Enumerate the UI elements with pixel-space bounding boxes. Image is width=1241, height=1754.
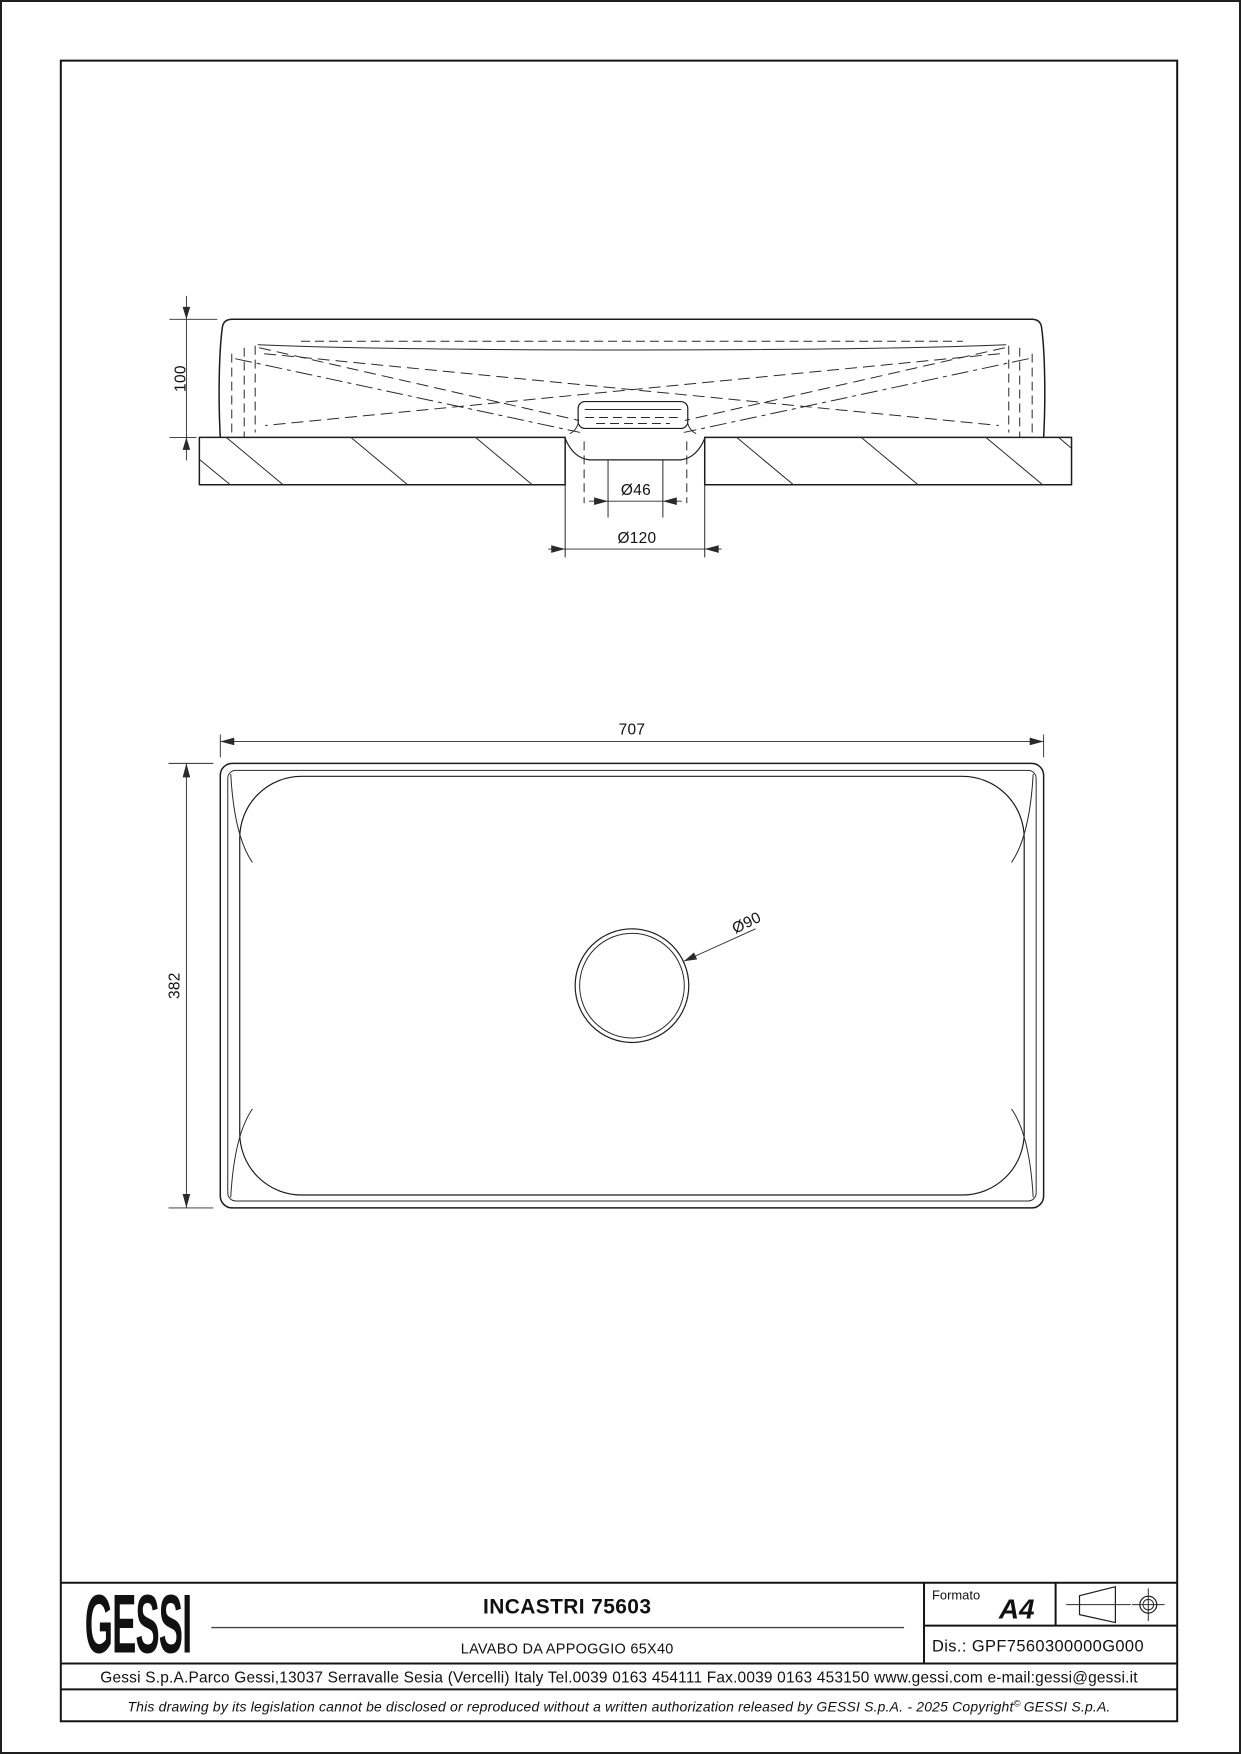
corner-sweep	[1012, 774, 1033, 862]
drain-fillet	[688, 423, 696, 433]
projection-symbol	[1067, 1587, 1165, 1623]
drain-hole-outer	[575, 929, 689, 1043]
counter-hatching	[199, 437, 1071, 484]
dimension-plan-depth	[166, 763, 213, 1208]
copyright-symbol: ©	[1013, 1698, 1021, 1710]
corner-sweep	[1012, 1109, 1033, 1197]
basin-section-outline	[219, 319, 1045, 437]
format-value: A4	[998, 1593, 1035, 1625]
basin-plan-inner	[240, 776, 1024, 1195]
drawing-title: INCASTRI 75603	[482, 1595, 652, 1619]
floor-slope-centerline	[235, 359, 580, 433]
drain-flange	[578, 402, 688, 429]
company-address: Gessi S.p.A.Parco Gessi,13037 Serravalle Sesia (Vercelli) Italy Tel.0039 0163 454111 Fax.0039 0163 453150 www.gessi.com e-mail:gessi@gessi.it	[100, 1669, 1138, 1687]
basin-inner-rim	[258, 345, 1006, 350]
title-block	[61, 1576, 1177, 1714]
dim-label-d120: Ø120	[617, 530, 657, 548]
counter-right	[705, 437, 1072, 484]
basin-plan-outline	[220, 763, 1043, 1208]
format-label: Formato	[931, 1587, 981, 1603]
dim-label-d46: Ø46	[620, 482, 651, 500]
drawing-number: Dis.: GPF7560300000G000	[931, 1637, 1145, 1656]
dim-label-707: 707	[618, 721, 646, 739]
section-view	[169, 296, 1071, 557]
gessi-logo: GESSI	[84, 1576, 192, 1671]
legal-disclaimer-text: This drawing by its legislation cannot be disclosed or reproduced without a written authorization released by GESSI S.p.A. - 2025 Copyright	[127, 1698, 1014, 1715]
dim-label-100: 100	[172, 365, 190, 392]
dim-label-382: 382	[166, 972, 184, 999]
dimension-section-height	[169, 296, 217, 460]
dimension-counter-hole	[548, 530, 721, 553]
floor-slope-centerline	[684, 359, 1029, 433]
dimension-plan-width	[220, 721, 1043, 757]
basin-plan-rim	[228, 770, 1036, 1201]
legal-disclaimer	[127, 1698, 1110, 1714]
drawing-subtitle: LAVABO DA APPOGGIO 65X40	[460, 1641, 674, 1658]
floor-slope-line	[259, 348, 579, 421]
drain-waste-section	[565, 402, 705, 518]
drain-hole-inner	[580, 933, 685, 1038]
plan-view	[166, 721, 1043, 1207]
dimension-drain-diameter	[589, 482, 682, 505]
drain-cup	[565, 438, 705, 459]
floor-slope-line	[685, 348, 1005, 421]
corner-sweep	[231, 774, 252, 862]
dimension-plan-drain	[684, 909, 764, 961]
dim-label-d90: Ø90	[729, 909, 765, 938]
corner-sweep	[231, 1109, 252, 1197]
legal-disclaimer-company: GESSI S.p.A.	[1023, 1698, 1111, 1715]
technical-drawing-canvas	[2, 2, 1239, 1752]
